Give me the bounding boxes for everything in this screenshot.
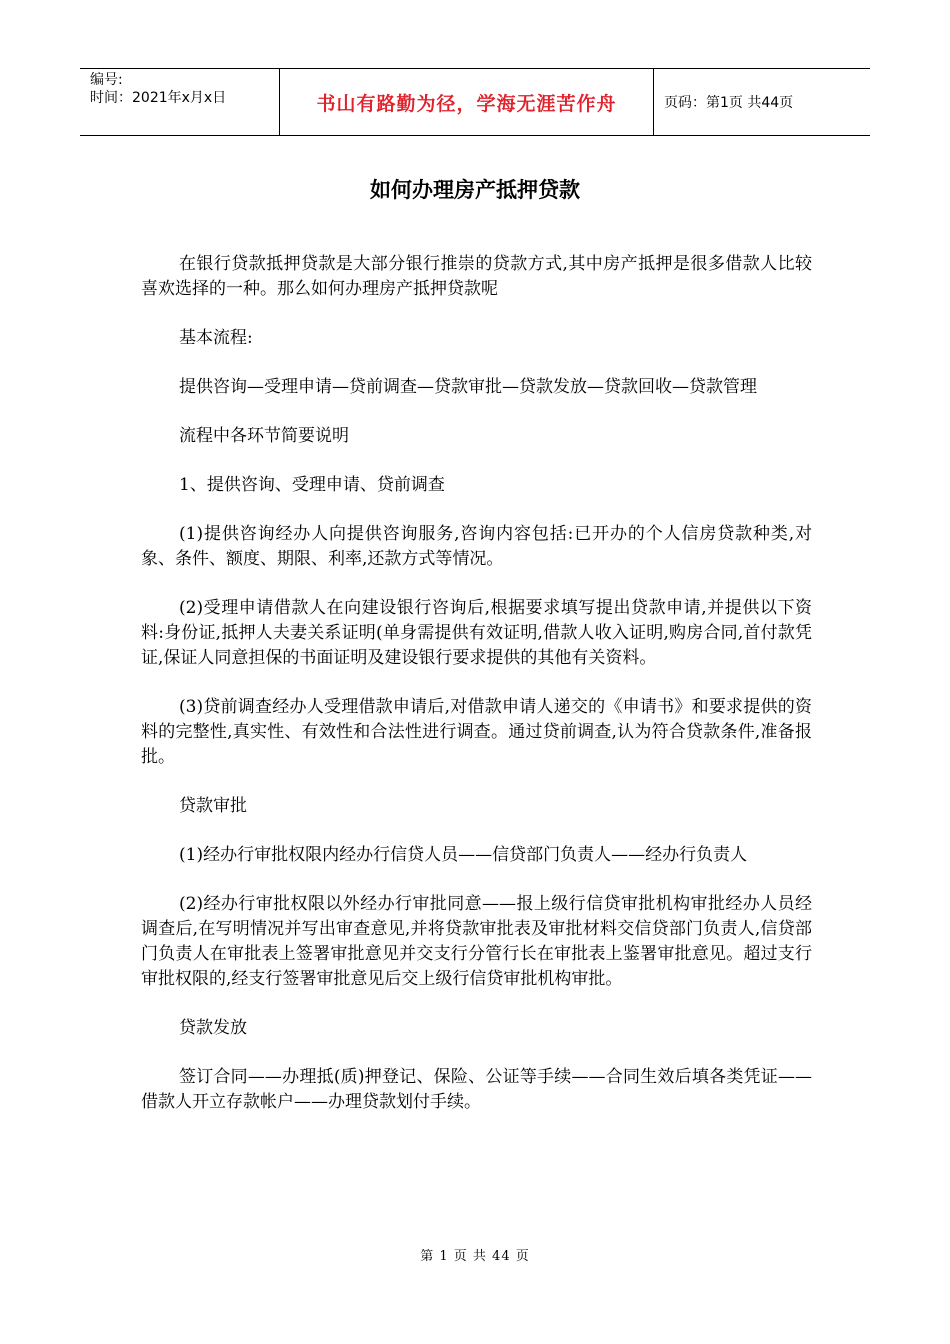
document-title: 如何办理房产抵押贷款 <box>370 177 580 202</box>
header-time-label: 时间：2021年x月x日 <box>90 90 227 106</box>
document-header <box>80 68 870 136</box>
paragraph: 基本流程: <box>179 328 253 348</box>
paragraph: 流程中各环节简要说明 <box>179 426 349 446</box>
paragraph: (1)经办行审批权限内经办行信贷人员——信贷部门负责人——经办行负责人 <box>179 845 748 865</box>
header-meta <box>80 69 280 135</box>
header-number-label: 编号: <box>90 72 123 88</box>
header-motto: 书山有路勤为径，学海无涯苦作舟 <box>280 69 654 135</box>
paragraph: (3)贷前调查经办人受理借款申请后,对借款申请人递交的《申请书》和要求提供的资料的完整性,真实性、有效性和合法性进行调查。通过贷前调查,认为符合贷款条件,准备报批。 <box>141 697 812 767</box>
paragraph: (2)受理申请借款人在向建设银行咨询后,根据要求填写提出贷款申请,并提供以下资料:身份证,抵押人夫妻关系证明(单身需提供有效证明,借款人收入证明,购房合同,首付款凭证,保证人同意担保的书面证明及建设银行要求提供的其他有关资料。 <box>141 598 812 668</box>
document-body <box>141 252 812 1139</box>
paragraph: 贷款审批 <box>179 796 247 816</box>
paragraph: (1)提供咨询经办人向提供咨询服务,咨询内容包括:已开办的个人信房贷款种类,对象、条件、额度、期限、利率,还款方式等情况。 <box>141 524 812 569</box>
paragraph: 在银行贷款抵押贷款是大部分银行推崇的贷款方式,其中房产抵押是很多借款人比较喜欢选择的一种。那么如何办理房产抵押贷款呢 <box>141 254 812 299</box>
header-page-info: 页码：第1页 共44页 <box>664 95 794 111</box>
page-footer: 第 1 页 共 44 页 <box>420 1249 530 1264</box>
paragraph: (2)经办行审批权限以外经办行审批同意——报上级行信贷审批机构审批经办人员经调查后,在写明情况并写出审查意见,并将贷款审批表及审批材料交信贷部门负责人,信贷部门负责人在审批表上签署审批意见并交支行分管行长在审批表上鉴署审批意见。超过支行审批权限的,经支行签署审批意见后交上级行信贷审批机构审批。 <box>141 894 812 989</box>
paragraph: 贷款发放 <box>179 1018 247 1038</box>
paragraph: 提供咨询—受理申请—贷前调查—贷款审批—贷款发放—贷款回收—贷款管理 <box>179 377 757 397</box>
paragraph: 签订合同——办理抵(质)押登记、保险、公证等手续——合同生效后填各类凭证——借款人开立存款帐户——办理贷款划付手续。 <box>141 1067 812 1112</box>
paragraph: 1、提供咨询、受理申请、贷前调查 <box>179 475 445 495</box>
